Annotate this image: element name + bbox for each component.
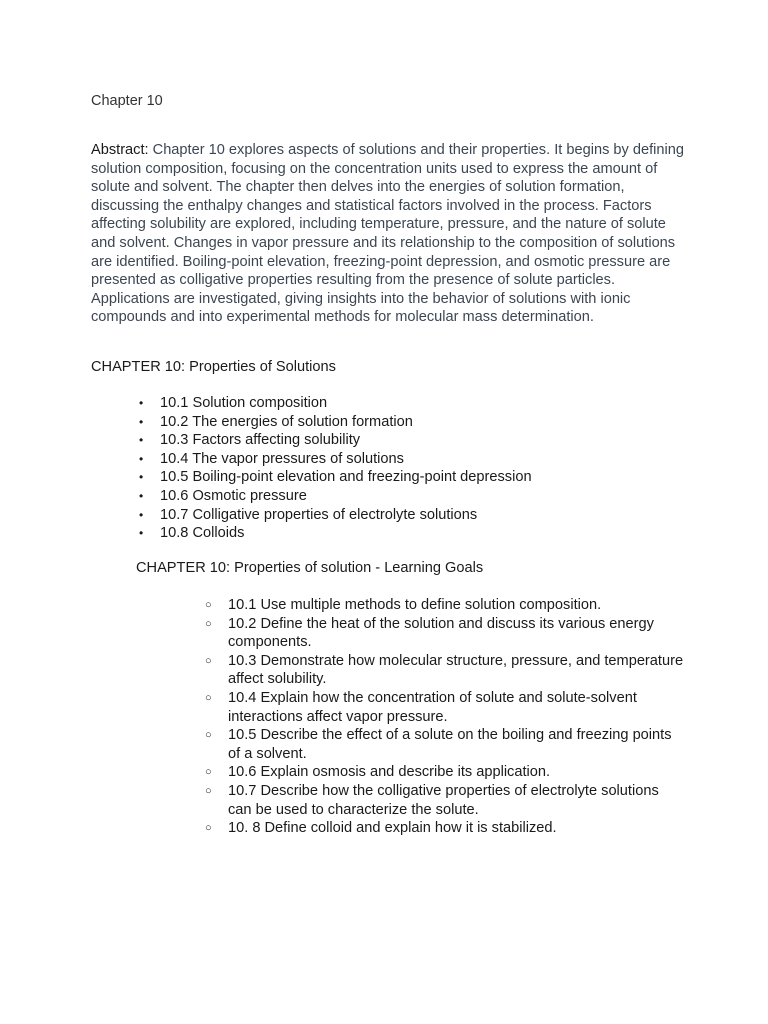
list-item: • 10.8 Colloids [139,525,245,542]
bullet-icon: • [139,433,144,448]
bullet-icon: • [139,526,144,541]
list-item: ○ 10.5 Describe the effect of a solute on the boiling and freezing points of a solvent. [205,727,672,762]
list-item: ○ 10.1 Use multiple methods to define solution composition. [205,597,602,613]
bullet-icon: • [139,488,144,503]
list-item: • 10.5 Boiling-point elevation and freezing-point depression [139,469,532,486]
circle-bullet-icon: ○ [205,729,212,742]
list-item: • 10.2 The energies of solution formation [139,413,413,430]
bullet-icon: • [139,414,144,429]
list-item: ○ 10. 8 Define colloid and explain how it is stabilized. [205,820,557,837]
abstract-text: Chapter 10 explores aspects of solutions and their properties. It begins by defining solution composition, focusing on the concentration units used to express the amount of solute and solvent. The chapter then delves into the energies of solution formation, discussing the enthalpy changes and statistical factors involved in the process. Factors affecting solubility are explored, including temperature, pressure, and the nature of solute and solvent. Changes in vapor pressure and its relationship to the composition of solutions are identified. Boiling-point elevation, freezing-point depression, and osmotic pressure are presented as colligative properties resulting from the presence of solute particles. Applications are investigated, giving insights into the behavior of solutions with ionic compounds and into experimental methods for molecular mass determination. [91,142,685,326]
bullet-icon: • [139,396,144,410]
list-item: • 10.4 The vapor pressures of solutions [139,450,404,467]
circle-bullet-icon: ○ [205,654,212,667]
bullet-icon: • [139,470,144,485]
bullet-icon: • [139,507,144,522]
list-item: • 10.1 Solution composition [139,395,328,411]
bullet-icon: • [139,451,144,466]
circle-bullet-icon: ○ [205,822,212,835]
list-item: ○ 10.7 Describe how the colligative properties of electrolyte solutions can be used to characterize the solute. [205,782,659,818]
list-item: ○ 10.2 Define the heat of the solution and discuss its various energy components. [205,615,654,651]
contents-list [136,394,696,543]
circle-bullet-icon: ○ [205,766,212,779]
circle-bullet-icon: ○ [205,784,212,797]
list-item: • 10.7 Colligative properties of electrolyte solutions [139,506,478,523]
learning-goals-list [204,596,684,838]
circle-bullet-icon: ○ [205,691,212,704]
learning-goals-heading: CHAPTER 10: Properties of solution - Learning Goals [136,560,484,576]
list-item: ○ 10.3 Demonstrate how molecular structure, pressure, and temperature affect solubility. [205,652,684,688]
list-item: • 10.6 Osmotic pressure [139,487,307,504]
list-item: ○ 10.6 Explain osmosis and describe its application. [205,764,551,781]
abstract-paragraph [91,141,691,327]
list-item: • 10.3 Factors affecting solubility [139,432,361,449]
circle-bullet-icon: ○ [205,617,212,630]
circle-bullet-icon: ○ [205,599,212,611]
list-item: ○ 10.4 Explain how the concentration of solute and solute-solvent interactions affect vapor pressure. [205,689,637,725]
document-title: Chapter 10 [91,93,163,109]
contents-heading: CHAPTER 10: Properties of Solutions [91,359,336,375]
abstract-label: Abstract: [91,142,149,158]
